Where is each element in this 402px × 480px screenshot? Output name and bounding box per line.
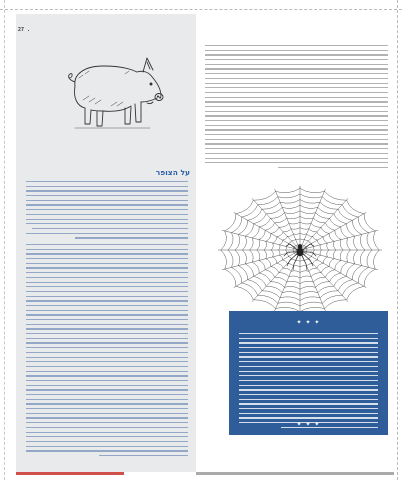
highlight-box — [229, 311, 388, 435]
spider-web-illustration — [216, 184, 384, 314]
footer-red-text — [16, 472, 124, 475]
crop-mark-top — [0, 9, 402, 10]
footer-grey-text — [196, 472, 394, 475]
highlight-box-text — [239, 333, 378, 431]
box-ornament-top: ✦ ✦ ✦ — [296, 319, 321, 326]
main-text-block — [205, 45, 388, 172]
box-ornament-bottom: ✦ ✦ ✦ — [296, 421, 321, 428]
page-footer — [16, 470, 394, 480]
sidebar-text-block-1 — [26, 181, 188, 242]
sidebar-text-block-2 — [26, 244, 188, 460]
crop-mark-right — [397, 0, 398, 480]
page-number: 27 . — [18, 27, 31, 33]
pig-illustration — [55, 44, 167, 134]
crop-mark-left — [4, 0, 5, 480]
sidebar-title: על הצופר — [155, 168, 190, 177]
